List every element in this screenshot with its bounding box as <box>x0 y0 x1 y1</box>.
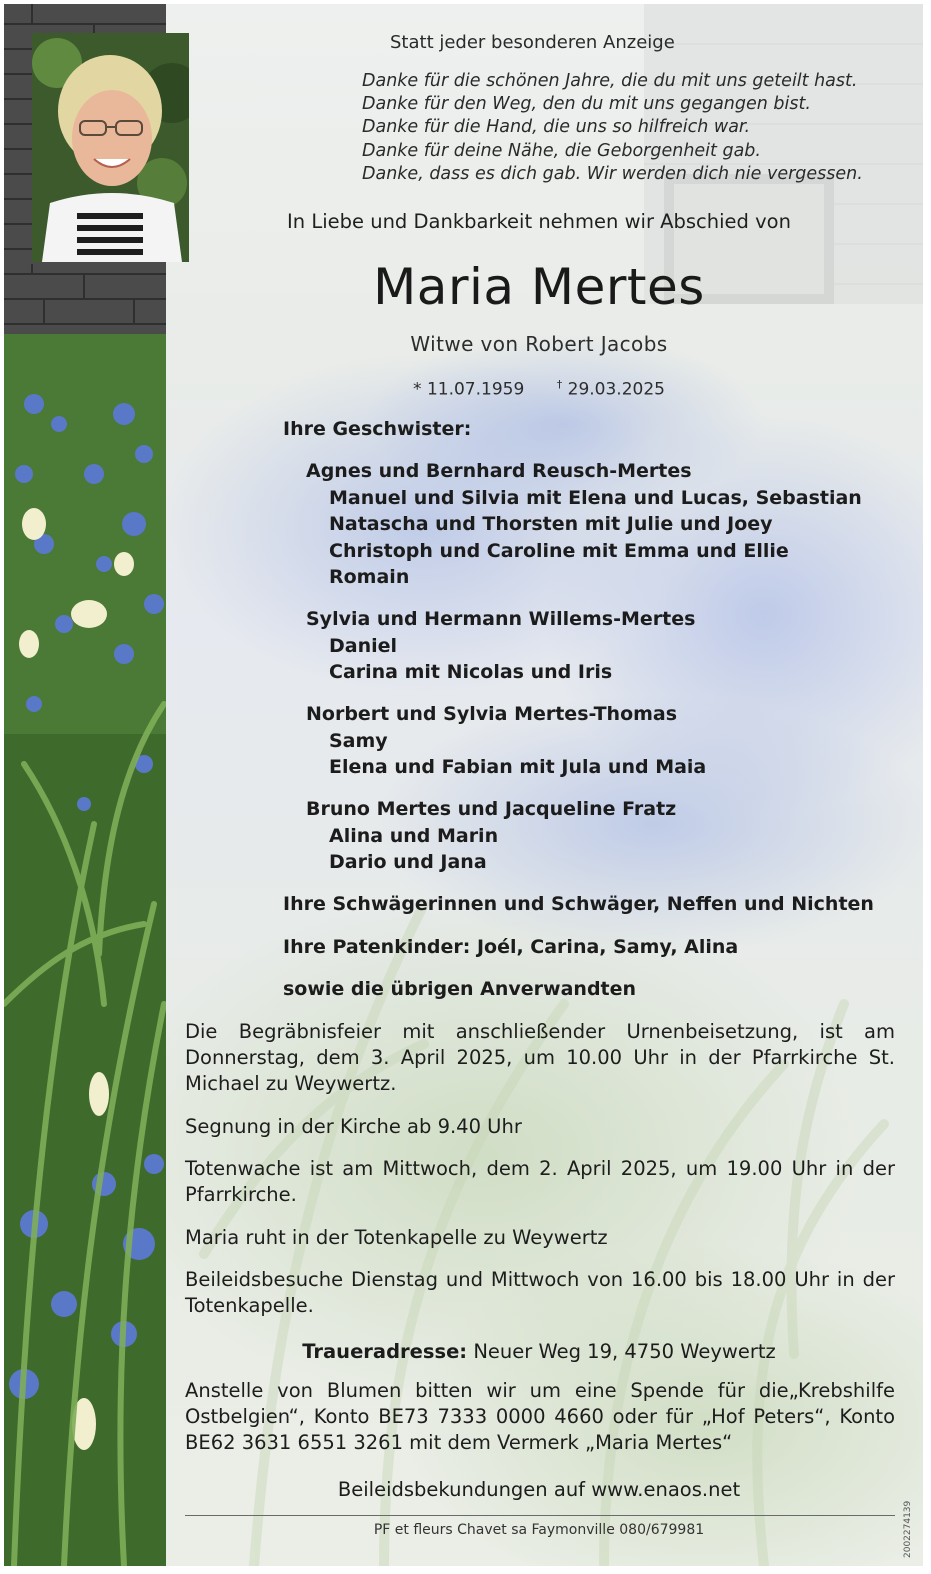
poem-line: Danke für die Hand, die uns so hilfreich war. <box>362 117 751 138</box>
donation-info: Anstelle von Blumen bitten wir um eine Spende für die„Krebshilfe Ostbelgien“, Konto BE73 7333 0000 4660 oder für „Hof Peters“, Konto BE62 3631 6551 3261 mit dem Vermerk „Maria Mertes“ <box>185 1379 895 1455</box>
godchildren-line: Ihre Patenkinder: Joél, Carina, Samy, Alina <box>283 936 739 958</box>
rest-info: Maria ruht in der Totenkapelle zu Weywertz <box>185 1226 608 1249</box>
inlaws-line: Ihre Schwägerinnen und Schwäger, Neffen und Nichten <box>283 893 874 915</box>
family-member: Dario und Jana <box>329 851 487 873</box>
family-member: Manuel und Silvia mit Elena und Lucas, Sebastian <box>329 486 862 509</box>
mourning-address <box>174 1340 904 1363</box>
family-member: Carina mit Nicolas und Iris <box>329 661 613 683</box>
intro-line: In Liebe und Dankbarkeit nehmen wir Abschied von <box>287 210 791 233</box>
family-member: Elena und Fabian mit Jula und Maia <box>329 756 707 778</box>
relatives-line: sowie die übrigen Anverwandten <box>283 978 637 1000</box>
birth-date: 11.07.1959 <box>426 379 525 400</box>
life-dates <box>174 378 904 400</box>
family-group <box>306 606 695 686</box>
address-value: Neuer Weg 19, 4750 Weywertz <box>473 1340 776 1363</box>
widow-line: Witwe von Robert Jacobs <box>410 332 668 356</box>
family-group <box>306 701 706 781</box>
visits-info: Beileidsbesuche Dienstag und Mittwoch von 16.00 bis 18.00 Uhr in der Totenkapelle. <box>185 1268 895 1318</box>
poem <box>362 70 863 186</box>
obituary-page <box>4 4 923 1566</box>
portrait-image <box>32 33 189 262</box>
notice-line: Statt jeder besonderen Anzeige <box>390 32 675 53</box>
death-symbol: † <box>556 378 563 391</box>
undertaker-line: PF et fleurs Chavet sa Faymonville 080/679981 <box>373 1522 705 1538</box>
family-member: Samy <box>329 729 388 752</box>
poem-line: Danke für deine Nähe, die Geborgenheit gab. <box>362 140 761 161</box>
portrait-photo <box>32 33 189 262</box>
family-member: Christoph und Caroline mit Emma und Ellie <box>329 539 789 562</box>
poem-line: Danke, dass es dich gab. Wir werden dich nie vergessen. <box>362 163 863 184</box>
family-group <box>306 458 862 591</box>
poem-line: Danke für den Weg, den du mit uns gegangen bist. <box>362 94 811 115</box>
deceased-name: Maria Mertes <box>373 258 705 316</box>
blessing-info: Segnung in der Kirche ab 9.40 Uhr <box>185 1115 522 1138</box>
family-member: Alina und Marin <box>329 824 499 847</box>
wake-info: Totenwache ist am Mittwoch, dem 2. April 2025, um 19.00 Uhr in der Pfarrkirche. <box>185 1157 895 1207</box>
address-label: Traueradresse: <box>302 1340 468 1363</box>
footer-divider <box>185 1515 895 1516</box>
family-group <box>306 796 676 876</box>
family-member: Daniel <box>329 634 398 657</box>
siblings-title: Ihre Geschwister: <box>283 418 472 440</box>
family-member: Romain <box>329 566 410 588</box>
funeral-info: Die Begräbnisfeier mit anschließender Urnenbeisetzung, ist am Donnerstag, dem 3. April 2025, um 10.00 Uhr in der Pfarrkirche St. Michael zu Weywertz. <box>185 1020 895 1096</box>
poem-line: Danke für die schönen Jahre, die du mit uns geteilt hast. <box>362 71 858 91</box>
family-group-head: Sylvia und Hermann Willems-Mertes <box>306 608 696 630</box>
death-date: 29.03.2025 <box>567 379 665 400</box>
family-member: Natascha und Thorsten mit Julie und Joey <box>329 513 773 535</box>
family-group-head: Agnes und Bernhard Reusch-Mertes <box>306 460 692 482</box>
family-group-head: Bruno Mertes und Jacqueline Fratz <box>306 798 677 820</box>
ad-code: 2002274139 <box>903 1500 913 1558</box>
condolences-line: Beileidsbekundungen auf www.enaos.net <box>337 1478 741 1501</box>
family-group-head: Norbert und Sylvia Mertes-Thomas <box>306 703 678 725</box>
birth-symbol: * <box>413 379 422 400</box>
